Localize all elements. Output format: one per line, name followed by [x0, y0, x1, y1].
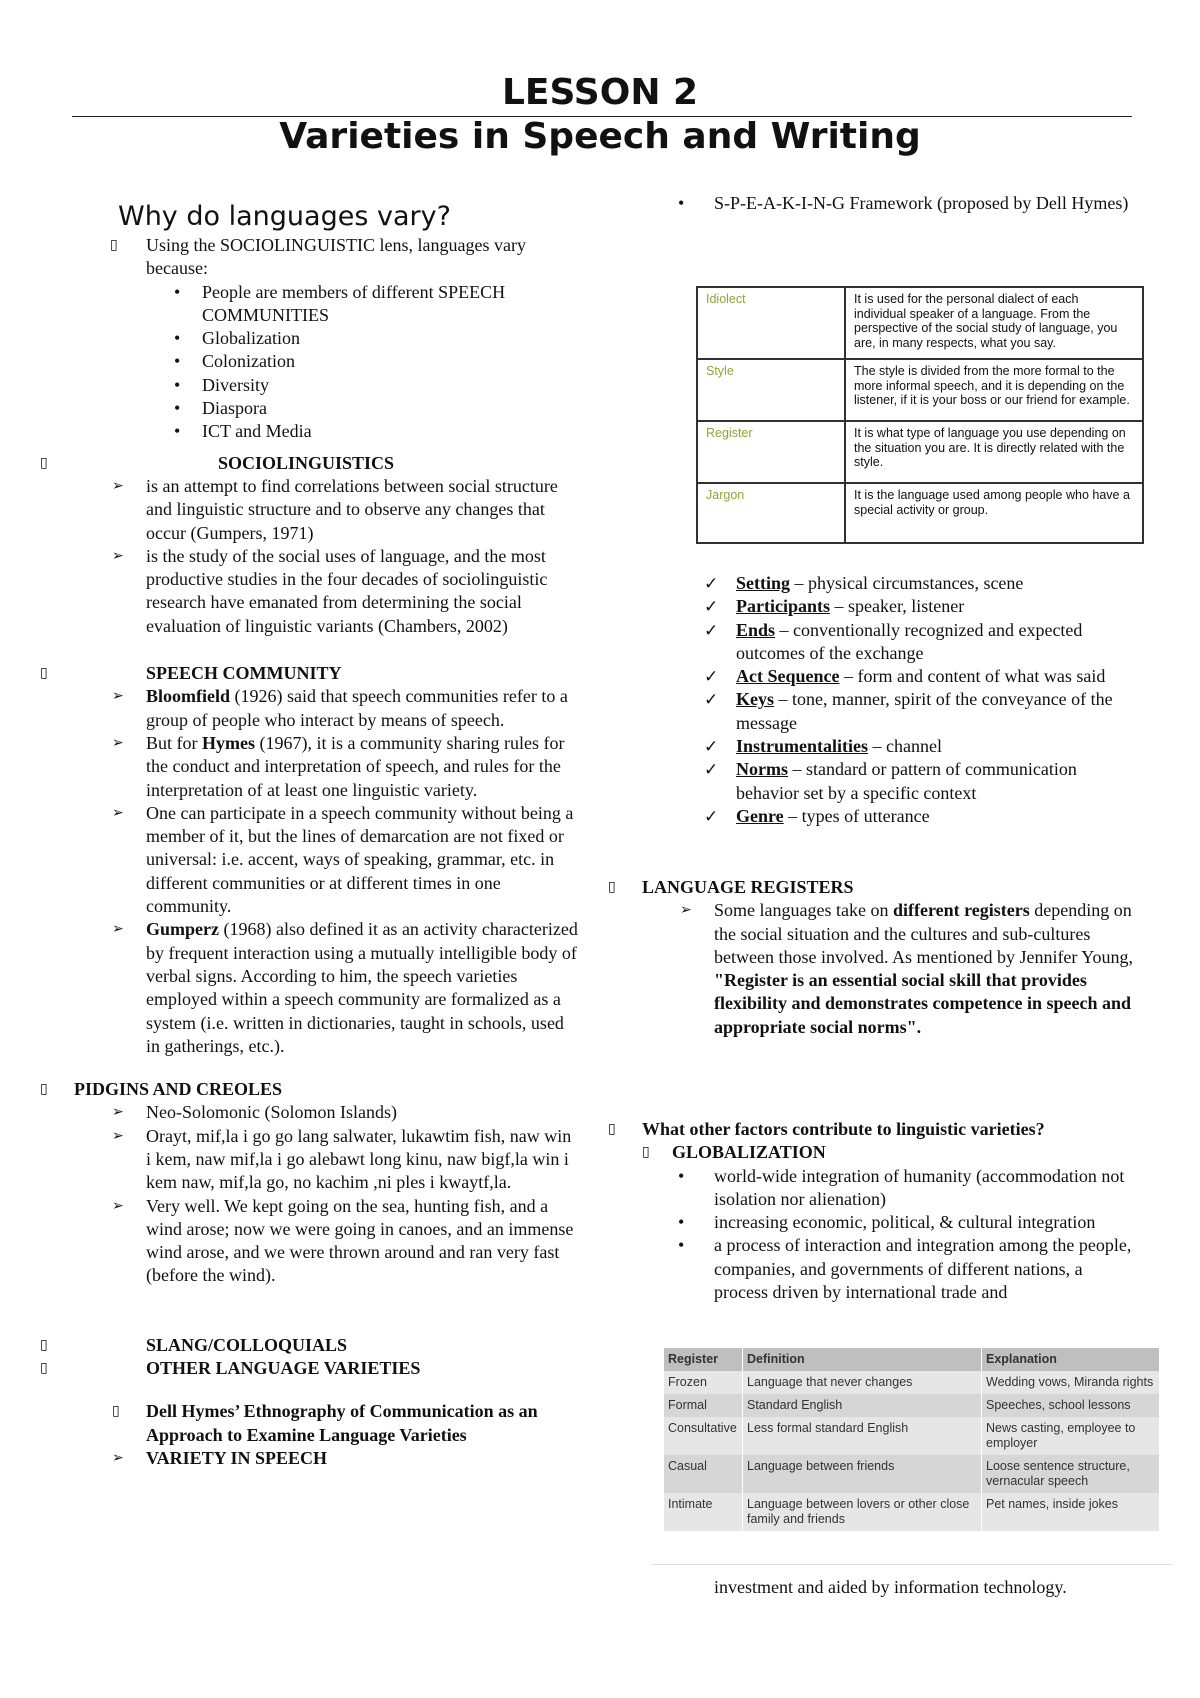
- checkmark-icon: ✓: [704, 574, 719, 593]
- checkmark-icon: ✓: [704, 806, 719, 826]
- arrow-bullet-icon: ➢: [680, 903, 692, 919]
- table-header-cell: Explanation: [982, 1348, 1160, 1371]
- square-bullet-icon: ▯: [608, 1122, 616, 1137]
- checkmark-icon: ✓: [704, 620, 719, 640]
- slang-heading: ▯ SLANG/COLLOQUIALS: [40, 1334, 580, 1357]
- checklist-term: Keys: [736, 689, 774, 710]
- section-heading-why: Why do languages vary?: [118, 201, 451, 232]
- list-item: [608, 1211, 1138, 1234]
- square-bullet-icon: ▯: [608, 880, 616, 895]
- list-item-text: Colonization: [202, 351, 295, 372]
- bullet-icon: •: [174, 328, 181, 349]
- register-table: [664, 1348, 1160, 1531]
- checklist-description: – speaker, listener: [830, 596, 965, 617]
- list-item-text: is an attempt to find correlations between social structure and linguistic structure and to observe any changes that occur (Gumpers, 1971): [146, 475, 558, 543]
- checklist-description: – types of utterance: [783, 805, 930, 826]
- checklist-description: – physical circumstances, scene: [790, 573, 1024, 593]
- checklist-term: Setting: [736, 573, 790, 593]
- table-cell: Jargon: [697, 483, 845, 543]
- checklist-term: Norms: [736, 759, 788, 780]
- checklist-item: [608, 758, 1138, 805]
- list-item-text: People are members of different SPEECH COMMUNITIES: [202, 281, 506, 325]
- table-cell: Formal: [664, 1394, 743, 1417]
- other-varieties-heading: ▯ OTHER LANGUAGE VARIETIES: [40, 1357, 580, 1380]
- list-item: [608, 1234, 1138, 1304]
- speech-community-heading: ▯ SPEECH COMMUNITY: [40, 662, 580, 685]
- list-item: [40, 1195, 580, 1288]
- list-item: ➢ One can participate in a speech community without being a member of it, but the lines of demarcation are not fixed or universal: i.e. accent, ways of speaking, grammar, etc. in different communities or at different times in one community.: [112, 802, 574, 917]
- globalization-heading: ▯ GLOBALIZATION: [608, 1141, 1138, 1164]
- intro-item: [40, 234, 580, 281]
- arrow-bullet-icon: ➢: [112, 1450, 124, 1466]
- checkmark-icon: ✓: [704, 597, 719, 617]
- table-cell: Less formal standard English: [743, 1417, 982, 1455]
- checklist-item: [608, 572, 1138, 595]
- table-cell: Idiolect: [697, 287, 845, 359]
- bullet-icon: •: [678, 1212, 685, 1233]
- square-bullet-icon: ▯: [112, 1404, 120, 1420]
- arrow-bullet-icon: ➢: [112, 548, 124, 564]
- table-cell: Casual: [664, 1455, 743, 1493]
- table-cell: It is used for the personal dialect of each individual speaker of a language. From the perspective of the social study of language, you are, in many respects, what you say.: [845, 287, 1143, 359]
- checklist-description: – tone, manner, spirit of the conveyance of the message: [736, 689, 1113, 733]
- checklist-description: – standard or pattern of communication behavior set by a specific context: [736, 759, 1077, 803]
- left-column: [40, 200, 580, 1470]
- list-item-text: a process of interaction and integration among the people, companies, and governments of different nations, a process driven by international trade and: [714, 1235, 1132, 1303]
- intro-text: Using the SOCIOLINGUISTIC lens, languages vary because:: [146, 235, 526, 279]
- register-table-image: [664, 1348, 1160, 1531]
- arrow-bullet-icon: ➢: [112, 1105, 124, 1121]
- square-bullet-icon: ▯: [40, 1082, 48, 1098]
- list-item-text: Globalization: [202, 328, 300, 349]
- checklist-term: Instrumentalities: [736, 736, 868, 757]
- bullet-icon: •: [174, 374, 181, 395]
- globalization-list: [608, 1165, 1138, 1305]
- list-item: [40, 1125, 580, 1195]
- list-item: [174, 374, 580, 397]
- checklist-term: Genre: [736, 805, 784, 826]
- table-cell: Standard English: [743, 1394, 982, 1417]
- bullet-icon: •: [174, 351, 181, 372]
- table-header-cell: Definition: [743, 1348, 982, 1371]
- bullet-icon: •: [174, 281, 181, 302]
- table-header-cell: Register: [664, 1348, 743, 1371]
- checkmark-icon: ✓: [704, 690, 719, 710]
- square-bullet-icon: ▯: [110, 238, 118, 253]
- checklist-item: [608, 619, 1138, 666]
- checklist-term: Act Sequence: [736, 666, 840, 687]
- list-item: [174, 327, 580, 350]
- checklist-item: [608, 735, 1138, 758]
- checkmark-icon: ✓: [704, 667, 719, 687]
- list-item: [40, 1101, 580, 1124]
- table-cell: Register: [697, 421, 845, 483]
- table-row: [697, 359, 1143, 421]
- checklist-item: [608, 805, 1138, 828]
- table-row: [664, 1455, 1160, 1493]
- socio-list: [40, 475, 580, 638]
- table-cell: Consultative: [664, 1417, 743, 1455]
- table-row: [697, 421, 1143, 483]
- list-item-text: Neo-Solomonic (Solomon Islands): [146, 1102, 397, 1123]
- table-cell: It is what type of language you use depending on the situation you are. It is directly related with the style.: [845, 421, 1143, 483]
- language-variety-table: [696, 286, 1144, 544]
- table-row: [664, 1394, 1160, 1417]
- arrow-bullet-icon: ➢: [112, 1128, 124, 1144]
- list-item: [174, 420, 580, 443]
- table-cell: Wedding vows, Miranda rights: [982, 1371, 1160, 1394]
- list-item-text: Orayt, mif,la i go go lang salwater, lukawtim fish, naw win i kem, naw mif,la i go alebawt long kinu, naw bigf,la win i kem naw, mif,la go, no kachim ,ni ples i kwaytf,la.: [146, 1125, 572, 1193]
- variety-in-speech-heading: ➢ VARIETY IN SPEECH: [40, 1447, 580, 1470]
- factors-section: [608, 1118, 1138, 1304]
- checklist-description: – form and content of what was said: [839, 666, 1106, 687]
- list-item-text: Diaspora: [202, 398, 267, 419]
- arrow-bullet-icon: ➢: [112, 478, 124, 494]
- table-cell: News casting, employee to employer: [982, 1417, 1160, 1455]
- image-divider: [652, 1564, 1172, 1565]
- table-row: [697, 483, 1143, 543]
- lesson-number: LESSON 2: [501, 72, 699, 113]
- table-cell: Language that never changes: [743, 1371, 982, 1394]
- table-cell: Loose sentence structure, vernacular speech: [982, 1455, 1160, 1493]
- table-cell: Pet names, inside jokes: [982, 1493, 1160, 1531]
- list-item: [40, 475, 580, 545]
- table-cell: Style: [697, 359, 845, 421]
- globalization-continuation: investment and aided by information technology.: [714, 1577, 1067, 1597]
- checkmark-icon: ✓: [704, 760, 719, 780]
- table-row: [664, 1493, 1160, 1531]
- list-item: [40, 545, 580, 638]
- list-item-text: is the study of the social uses of language, and the most productive studies in the four decades of sociolinguistic research have emanated from determining the social evaluation of linguistic variants (Chambers, 2002): [146, 545, 548, 636]
- bullet-icon: •: [174, 398, 181, 419]
- checklist-item: [608, 688, 1138, 735]
- reasons-list: [40, 281, 580, 444]
- table-cell: Frozen: [664, 1371, 743, 1394]
- bullet-icon: •: [678, 1165, 685, 1186]
- list-item-text: world-wide integration of humanity (accommodation not isolation nor alienation): [714, 1165, 1125, 1209]
- square-bullet-icon: ▯: [40, 1361, 48, 1377]
- list-item: ➢ Gumperz (1968) also defined it as an activity characterized by frequent interaction using a mutually intelligible body of verbal signs. According to him, the speech varieties employed within a speech community are formalized as a system (i.e. written in dictionaries, taught in schools, used in gatherings, etc.).: [112, 919, 578, 1056]
- square-bullet-icon: ▯: [40, 666, 48, 682]
- table-header-row: [664, 1348, 1160, 1371]
- socio-heading: ▯ SOCIOLINGUISTICS: [40, 452, 580, 475]
- pidgins-heading: ▯ PIDGINS AND CREOLES: [40, 1078, 580, 1101]
- square-bullet-icon: ▯: [40, 1337, 48, 1353]
- list-item-text: increasing economic, political, & cultural integration: [714, 1212, 1096, 1233]
- table-row: [664, 1417, 1160, 1455]
- list-item-text: Very well. We kept going on the sea, hunting fish, and a wind arose; now we were going in canoes, and an immense wind arose, and we were thrown around and ran very fast (before the wind).: [146, 1195, 574, 1286]
- speaking-checklist: [608, 572, 1138, 828]
- pidgins-list: [40, 1101, 580, 1287]
- list-item: [608, 1165, 1138, 1212]
- right-column: [608, 193, 1154, 1597]
- table-cell: Intimate: [664, 1493, 743, 1531]
- list-item: ➢ Bloomfield (1926) said that speech communities refer to a group of people who interact by means of speech.: [112, 686, 568, 730]
- square-bullet-icon: ▯: [642, 1145, 650, 1161]
- language-variety-table-image: [696, 286, 1144, 544]
- list-item-text: ICT and Media: [202, 421, 312, 442]
- speaking-framework-item: • S-P-E-A-K-I-N-G Framework (proposed by Dell Hymes): [608, 192, 1138, 215]
- language-registers-heading: ▯ LANGUAGE REGISTERS: [608, 876, 1138, 899]
- arrow-bullet-icon: ➢: [112, 805, 124, 821]
- checklist-term: Participants: [736, 596, 830, 617]
- list-item-text: Diversity: [202, 374, 269, 395]
- bullet-icon: •: [174, 421, 181, 442]
- table-row: [664, 1371, 1160, 1394]
- arrow-bullet-icon: ➢: [112, 689, 124, 705]
- checkmark-icon: ✓: [704, 737, 719, 757]
- list-item: ➢ Some languages take on different registers depending on the social situation and the cultures and sub-cultures between those involved. As mentioned by Jennifer Young, "Register is an essential social skill that provides flexibility and demonstrates competence in speech and appropriate social norms".: [680, 900, 1133, 1037]
- arrow-bullet-icon: ➢: [112, 735, 124, 751]
- list-item: [174, 350, 580, 373]
- table-cell: Language between friends: [743, 1455, 982, 1493]
- arrow-bullet-icon: ➢: [112, 922, 124, 938]
- checklist-description: – channel: [868, 736, 942, 757]
- list-item: [174, 281, 580, 328]
- page-title: Varieties in Speech and Writing: [279, 116, 921, 157]
- table-cell: Language between lovers or other close family and friends: [743, 1493, 982, 1531]
- factors-heading: ▯ What other factors contribute to linguistic varieties?: [608, 1118, 1138, 1141]
- checklist-item: [608, 665, 1138, 688]
- table-cell: The style is divided from the more formal to the more informal speech, and it is depending on the listener, if it is your boss or our friend for example.: [845, 359, 1143, 421]
- checklist-item: [608, 595, 1138, 618]
- bullet-icon: •: [678, 193, 685, 213]
- checklist-description: – conventionally recognized and expected outcomes of the exchange: [736, 619, 1083, 663]
- square-bullet-icon: ▯: [40, 455, 48, 471]
- table-cell: It is the language used among people who have a special activity or group.: [845, 483, 1143, 543]
- language-registers-section: [608, 876, 1138, 1039]
- list-item: [174, 397, 580, 420]
- checklist-term: Ends: [736, 619, 776, 640]
- list-item: ➢ But for Hymes (1967), it is a community sharing rules for the conduct and interpretation of speech, and rules for the interpretation of at least one linguistic variety.: [112, 732, 565, 800]
- dell-hymes-heading: ▯ Dell Hymes’ Ethnography of Communication as an Approach to Examine Language Varieties: [112, 1401, 538, 1445]
- bullet-icon: •: [678, 1235, 685, 1256]
- table-row: [697, 287, 1143, 359]
- arrow-bullet-icon: ➢: [112, 1198, 124, 1214]
- table-cell: Speeches, school lessons: [982, 1394, 1160, 1417]
